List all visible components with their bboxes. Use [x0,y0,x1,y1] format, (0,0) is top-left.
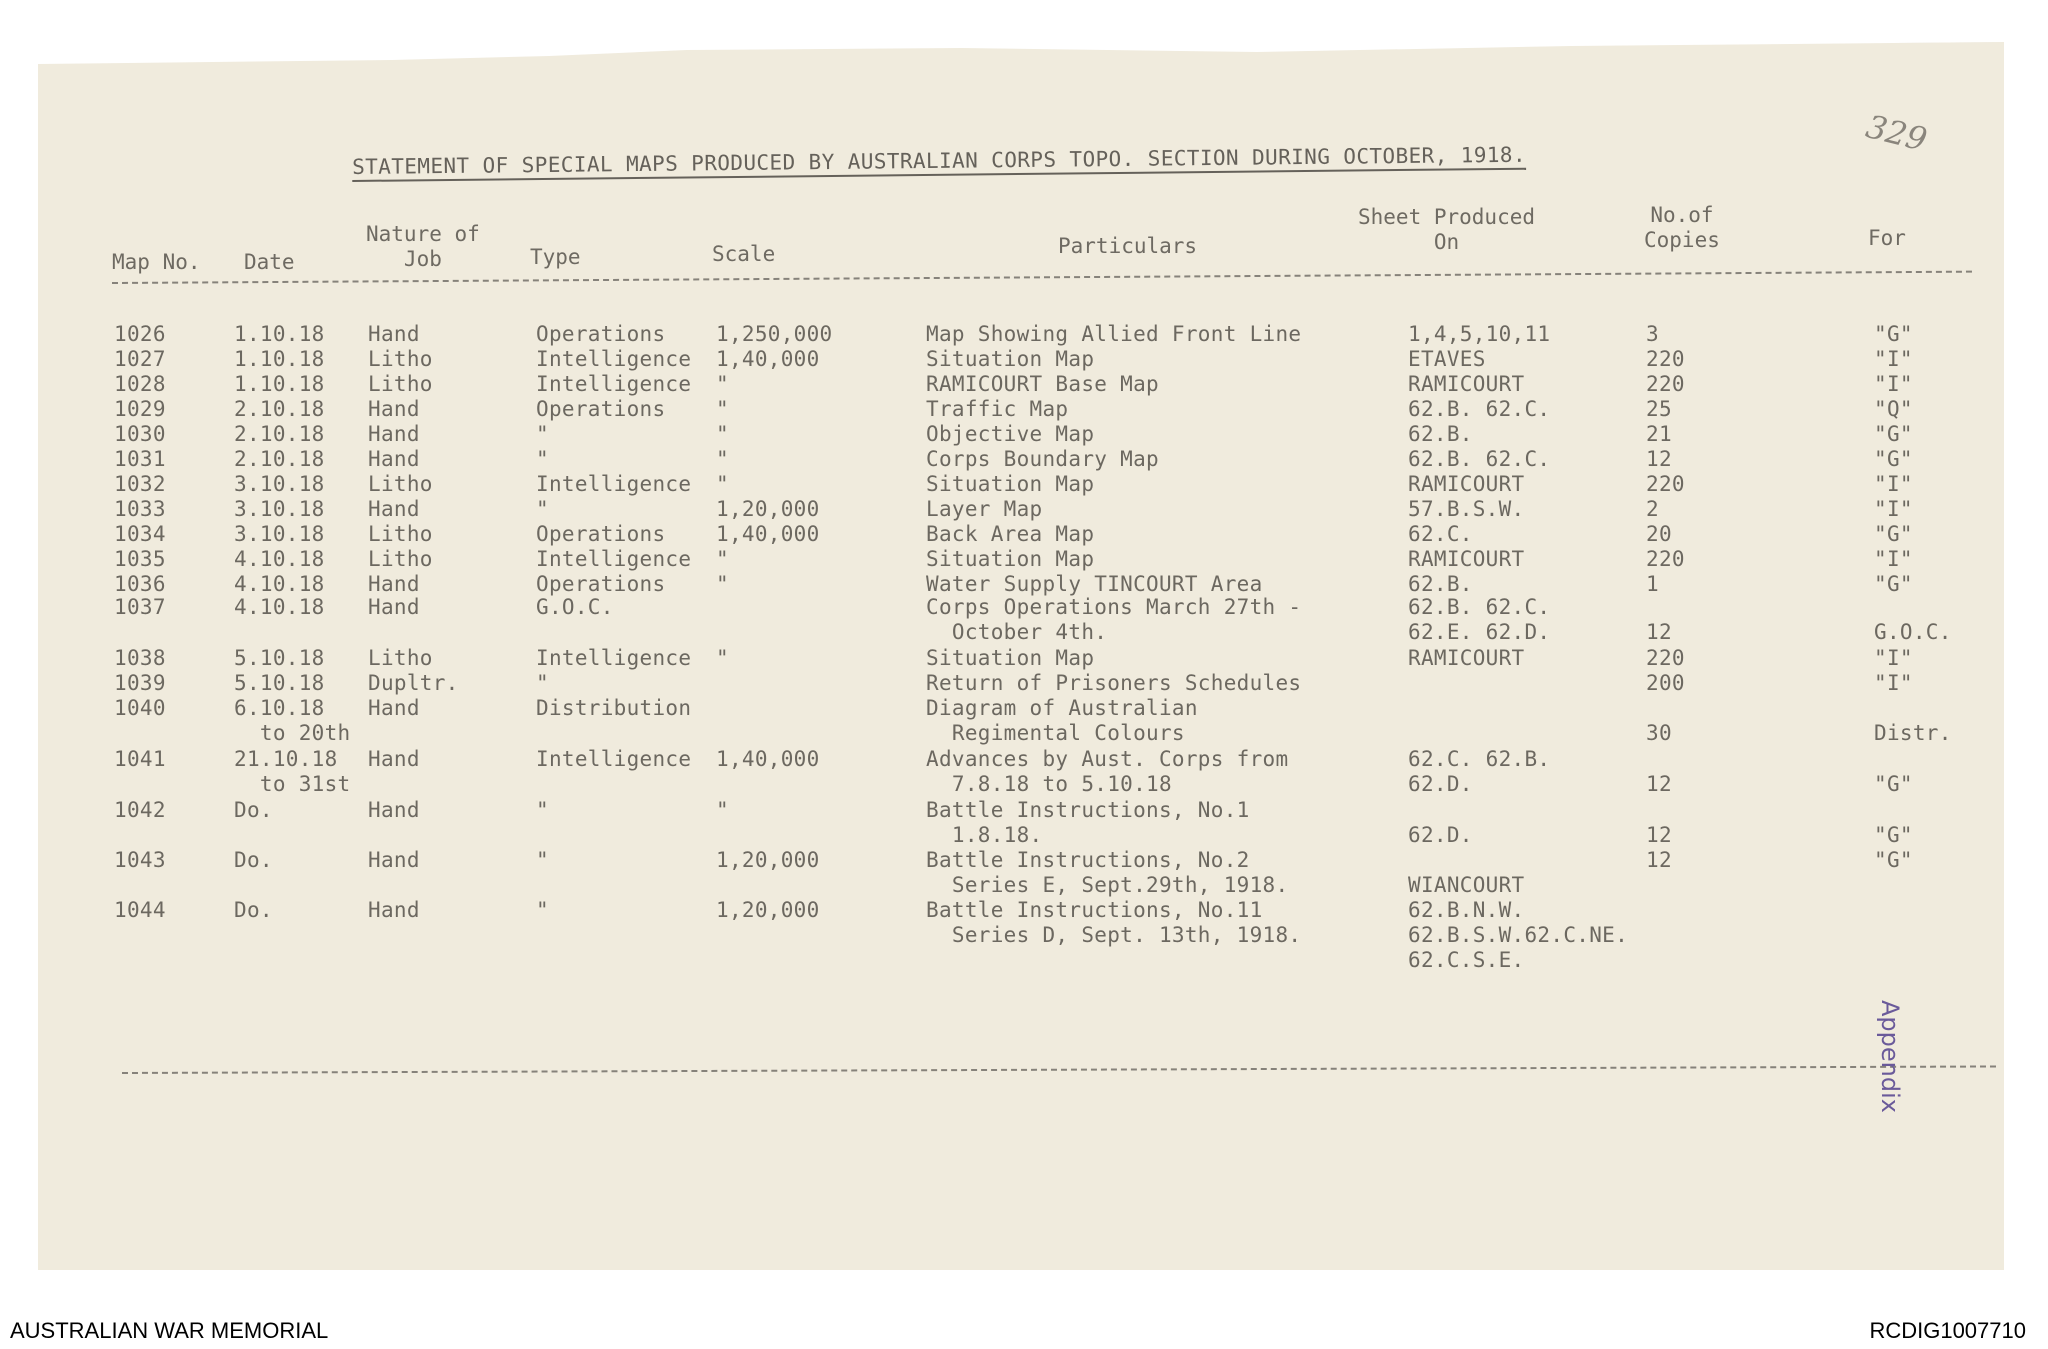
cell-scale: 1,40,000 [716,347,820,371]
cell-map-no: 1038 [114,646,166,670]
cell-type: Intelligence [536,347,692,371]
cell-copies: 12 [1646,620,1672,644]
cell-sheet: RAMICOURT [1408,372,1525,396]
cell-for: Distr. [1874,721,1952,745]
table-row [0,798,2048,847]
cell-date: 1.10.18 [234,372,325,396]
cell-for: "I" [1874,646,1913,670]
cell-map-no: 1032 [114,472,166,496]
table-row [0,447,2048,471]
cell-date: 2.10.18 [234,447,325,471]
cell-copies: 220 [1646,372,1685,396]
cell-copies: 220 [1646,547,1685,571]
cell-scale: 1,20,000 [716,898,820,922]
cell-type: " [536,447,549,471]
cell-nature: Litho [368,372,433,396]
cell-date: 4.10.18 [234,572,325,596]
cell-scale: 1,40,000 [716,522,820,546]
cell-type: Operations [536,397,666,421]
cell-copies: 20 [1646,522,1672,546]
table-row [0,572,2048,596]
cell-map-no: 1039 [114,671,166,695]
cell-particulars: Corps Boundary Map [926,447,1159,471]
cell-sheet: 62.C. 62.B. 62.D. [1408,747,1551,796]
cell-for: "G" [1874,823,1913,847]
cell-nature: Hand [368,595,420,619]
cell-for: "G" [1874,422,1913,446]
cell-date: 3.10.18 [234,497,325,521]
cell-copies: 3 [1646,322,1659,346]
cell-for: "G" [1874,772,1913,796]
cell-nature: Hand [368,572,420,596]
cell-sheet: 1,4,5,10,11 [1408,322,1551,346]
cell-type: Intelligence [536,646,692,670]
cell-copies: 25 [1646,397,1672,421]
cell-type: " [536,798,549,822]
header-particulars: Particulars [1058,234,1198,258]
table-row [0,397,2048,421]
cell-map-no: 1031 [114,447,166,471]
appendix-stamp: Appendix [1876,1000,1904,1113]
cell-type: " [536,848,549,872]
cell-for: "G" [1874,522,1913,546]
cell-type: Intelligence [536,747,692,771]
cell-map-no: 1040 [114,696,166,720]
cell-sheet: 62.C. [1408,522,1473,546]
cell-date: 6.10.18 to 20th [234,696,351,745]
table-row [0,522,2048,546]
cell-type: Operations [536,322,666,346]
cell-date: 3.10.18 [234,522,325,546]
cell-map-no: 1037 [114,595,166,619]
cell-scale: " [716,422,729,446]
cell-for: "G" [1874,322,1913,346]
cell-copies: 200 [1646,671,1685,695]
cell-sheet: 62.B. 62.C. [1408,397,1551,421]
cell-for: G.O.C. [1874,620,1952,644]
header-scale: Scale [712,242,776,266]
cell-copies: 21 [1646,422,1672,446]
cell-sheet: RAMICOURT [1408,646,1525,670]
cell-particulars: Situation Map [926,646,1095,670]
cell-type: Distribution [536,696,692,720]
cell-date: 5.10.18 [234,671,325,695]
cell-type: " [536,671,549,695]
cell-for: "G" [1874,572,1913,596]
cell-date: 4.10.18 [234,547,325,571]
cell-particulars: Map Showing Allied Front Line [926,322,1302,346]
table-row [0,696,2048,745]
cell-type: " [536,898,549,922]
table-row [0,372,2048,396]
cell-date: 1.10.18 [234,347,325,371]
cell-nature: Hand [368,848,420,872]
cell-scale: " [716,372,729,396]
cell-particulars: Corps Operations March 27th - October 4th. [926,595,1302,644]
table-row [0,898,2048,972]
cell-scale: 1,20,000 [716,497,820,521]
cell-date: Do. [234,898,273,922]
cell-scale: " [716,397,729,421]
cell-date: 4.10.18 [234,595,325,619]
cell-date: 21.10.18 to 31st [234,747,351,796]
cell-map-no: 1029 [114,397,166,421]
cell-sheet: 62.B.N.W. 62.B.S.W.62.C.NE. 62.C.S.E. [1408,898,1629,972]
cell-nature: Hand [368,898,420,922]
cell-particulars: Objective Map [926,422,1095,446]
cell-date: 3.10.18 [234,472,325,496]
cell-map-no: 1036 [114,572,166,596]
cell-map-no: 1041 [114,747,166,771]
cell-type: Operations [536,572,666,596]
cell-copies: 12 [1646,447,1672,471]
header-for: For [1868,226,1906,250]
cell-particulars: RAMICOURT Base Map [926,372,1159,396]
cell-copies: 2 [1646,497,1659,521]
table-row [0,848,2048,897]
cell-particulars: Back Area Map [926,522,1095,546]
document-title: STATEMENT OF SPECIAL MAPS PRODUCED BY AUSTRALIAN CORPS TOPO. SECTION DURING OCTOBER, 1918. [352,142,1527,179]
cell-copies: 12 [1646,823,1672,847]
cell-particulars: Battle Instructions, No.11 Series D, Sept. 13th, 1918. [926,898,1302,947]
cell-nature: Hand [368,696,420,720]
cell-for: "G" [1874,447,1913,471]
cell-copies: 220 [1646,472,1685,496]
cell-nature: Hand [368,422,420,446]
cell-particulars: Diagram of Australian Regimental Colours [926,696,1198,745]
cell-date: Do. [234,848,273,872]
cell-date: Do. [234,798,273,822]
cell-type: " [536,422,549,446]
cell-nature: Hand [368,747,420,771]
cell-scale: 1,20,000 [716,848,820,872]
table-row [0,497,2048,521]
cell-scale: " [716,547,729,571]
cell-nature: Litho [368,522,433,546]
cell-for: "I" [1874,347,1913,371]
cell-scale: " [716,798,729,822]
cell-particulars: Situation Map [926,547,1095,571]
cell-for: "I" [1874,497,1913,521]
cell-sheet: RAMICOURT [1408,472,1525,496]
cell-scale: " [716,472,729,496]
cell-for: "Q" [1874,397,1913,421]
cell-nature: Hand [368,322,420,346]
cell-particulars: Advances by Aust. Corps from 7.8.18 to 5.10.18 [926,747,1289,796]
cell-nature: Litho [368,472,433,496]
table-row [0,422,2048,446]
cell-type: " [536,497,549,521]
footer-institution: AUSTRALIAN WAR MEMORIAL [10,1318,329,1343]
cell-particulars: Traffic Map [926,397,1069,421]
table-row [0,347,2048,371]
cell-for: "I" [1874,372,1913,396]
cell-scale: " [716,447,729,471]
header-nature: Nature of Job [366,222,480,271]
header-sheet: Sheet Produced On [1358,205,1536,254]
cell-date: 2.10.18 [234,397,325,421]
cell-type: Intelligence [536,472,692,496]
cell-sheet: 62.B. 62.C. 62.E. 62.D. [1408,595,1551,644]
cell-sheet: 62.B. [1408,422,1473,446]
cell-map-no: 1035 [114,547,166,571]
cell-particulars: Situation Map [926,472,1095,496]
cell-scale: " [716,572,729,596]
cell-map-no: 1028 [114,372,166,396]
cell-map-no: 1044 [114,898,166,922]
table-row [0,547,2048,571]
cell-nature: Hand [368,497,420,521]
cell-sheet: 62.B. [1408,572,1473,596]
table-row [0,472,2048,496]
cell-sheet: 62.D. [1408,823,1473,847]
cell-sheet: ETAVES [1408,347,1486,371]
cell-nature: Litho [368,646,433,670]
table-row [0,747,2048,796]
cell-for: "I" [1874,472,1913,496]
cell-particulars: Return of Prisoners Schedules [926,671,1302,695]
cell-particulars: Layer Map [926,497,1043,521]
cell-for: "G" [1874,848,1913,872]
table-row [0,671,2048,695]
cell-for: "I" [1874,671,1913,695]
cell-scale: 1,250,000 [716,322,833,346]
cell-type: G.O.C. [536,595,614,619]
cell-sheet: 57.B.S.W. [1408,497,1525,521]
header-copies: No.of Copies [1644,203,1720,252]
cell-date: 2.10.18 [234,422,325,446]
cell-particulars: Battle Instructions, No.2 Series E, Sept.29th, 1918. [926,848,1289,897]
header-type: Type [530,245,581,269]
cell-sheet: 62.B. 62.C. [1408,447,1551,471]
header-date: Date [244,250,295,274]
cell-map-no: 1042 [114,798,166,822]
cell-sheet: RAMICOURT [1408,547,1525,571]
cell-scale: " [716,646,729,670]
cell-map-no: 1034 [114,522,166,546]
cell-map-no: 1043 [114,848,166,872]
cell-nature: Hand [368,397,420,421]
cell-copies: 12 [1646,772,1672,796]
folio-number: 329 [1862,107,1931,159]
cell-map-no: 1030 [114,422,166,446]
cell-particulars: Situation Map [926,347,1095,371]
cell-type: Operations [536,522,666,546]
table-row [0,646,2048,670]
cell-scale: 1,40,000 [716,747,820,771]
cell-sheet: WIANCOURT [1408,873,1525,897]
footer-record-id: RCDIG1007710 [1869,1318,2026,1343]
cell-date: 5.10.18 [234,646,325,670]
cell-copies: 1 [1646,572,1659,596]
cell-particulars: Water Supply TINCOURT Area [926,572,1263,596]
header-map-no: Map No. [112,250,201,274]
cell-for: "I" [1874,547,1913,571]
cell-nature: Hand [368,447,420,471]
cell-type: Intelligence [536,372,692,396]
cell-nature: Dupltr. [368,671,459,695]
cell-copies: 12 [1646,848,1672,872]
cell-copies: 220 [1646,347,1685,371]
cell-type: Intelligence [536,547,692,571]
table-row [0,595,2048,644]
cell-nature: Litho [368,547,433,571]
cell-particulars: Battle Instructions, No.1 1.8.18. [926,798,1250,847]
cell-map-no: 1027 [114,347,166,371]
cell-copies: 220 [1646,646,1685,670]
cell-map-no: 1033 [114,497,166,521]
cell-map-no: 1026 [114,322,166,346]
table-row [0,322,2048,346]
cell-date: 1.10.18 [234,322,325,346]
cell-nature: Litho [368,347,433,371]
cell-copies: 30 [1646,721,1672,745]
cell-nature: Hand [368,798,420,822]
